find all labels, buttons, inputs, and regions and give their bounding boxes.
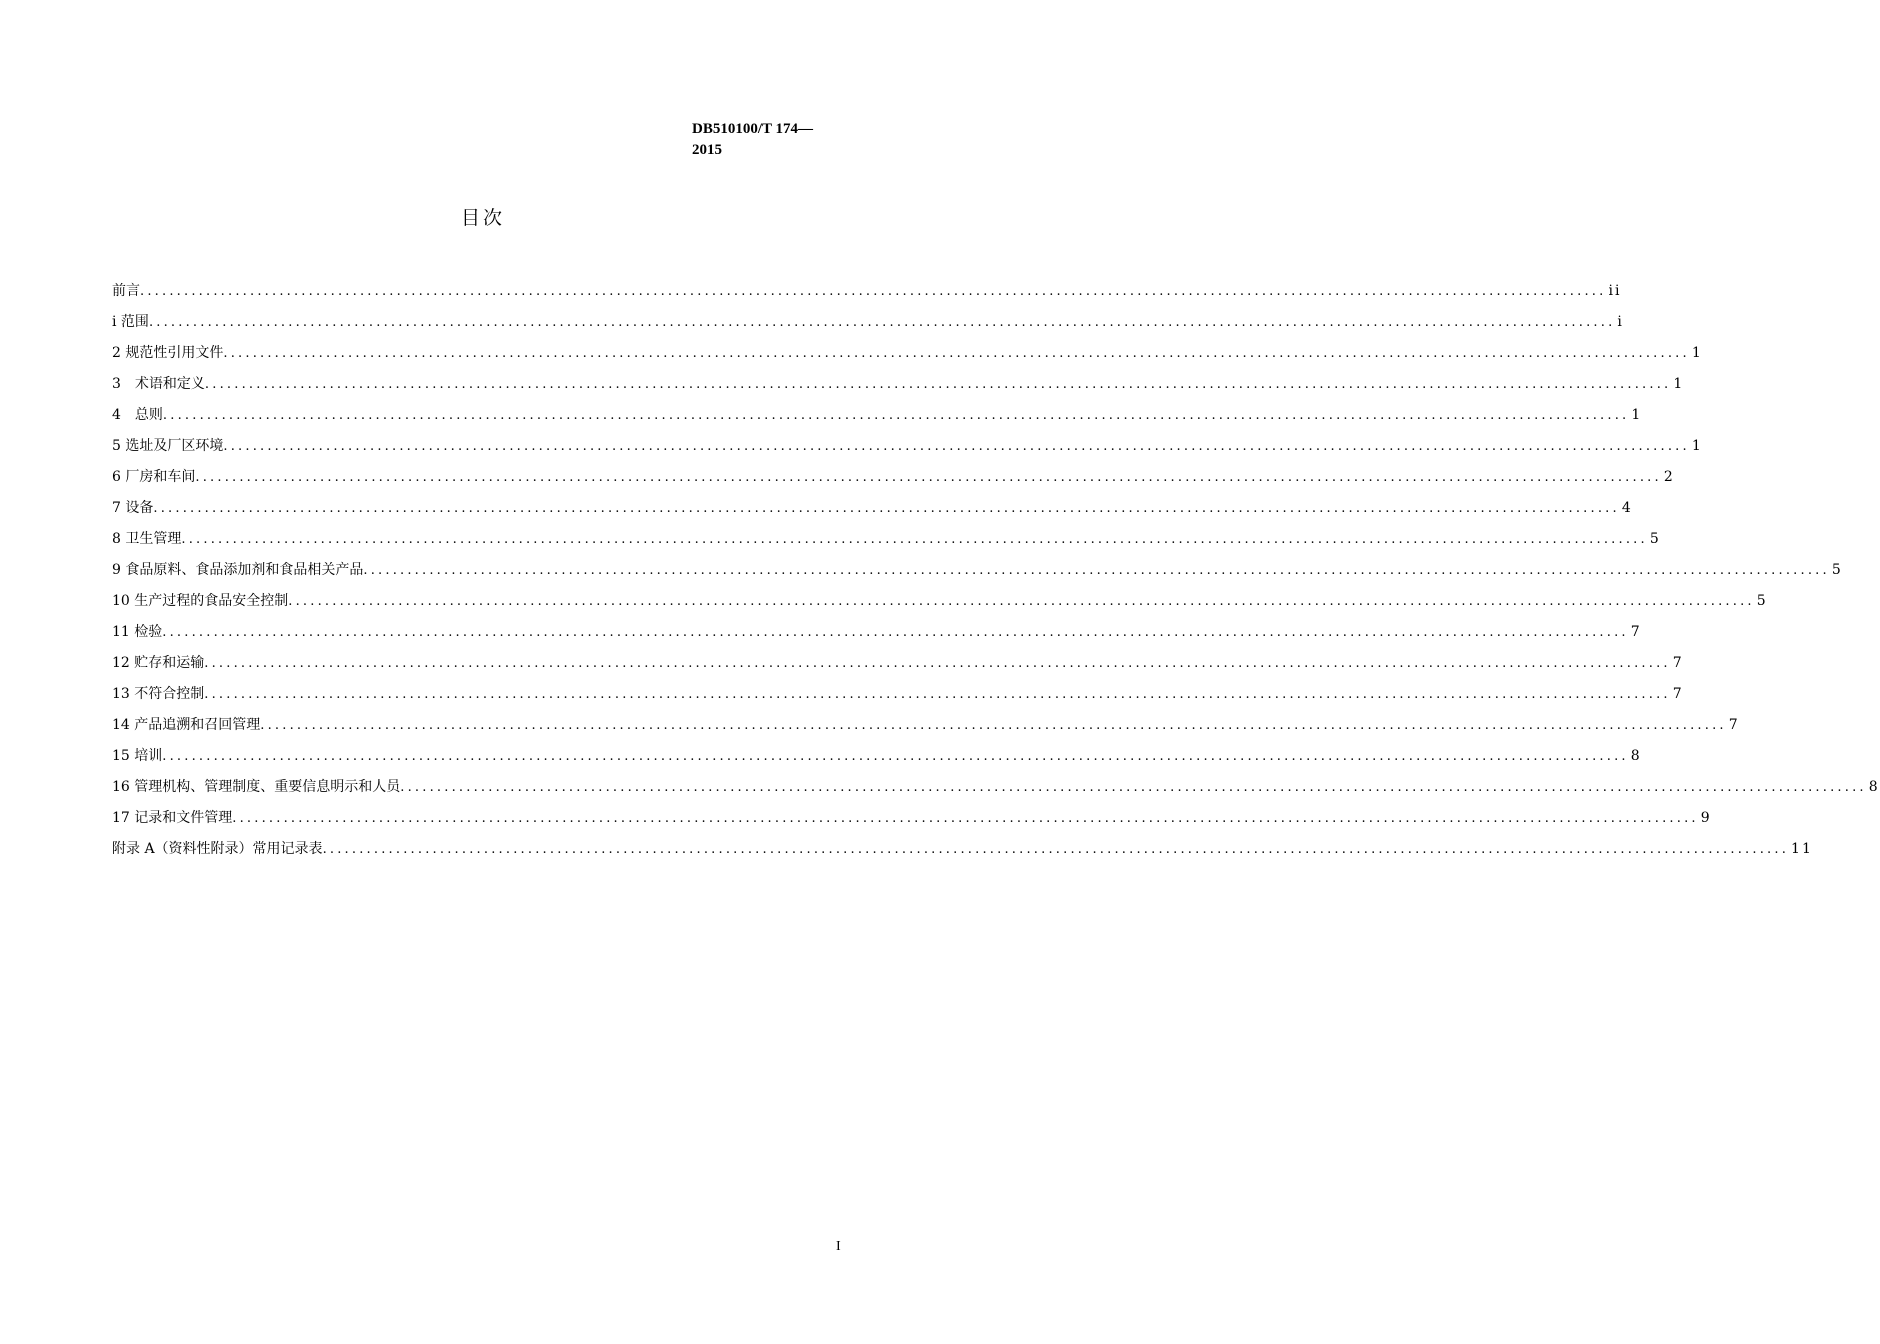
toc-entry[interactable] [112,744,1642,775]
toc-dot-leader: ........................................................................................................................................................................................................ [223,439,1690,454]
table-of-contents [112,279,1880,868]
toc-entry[interactable] [112,434,1703,465]
toc-entry-page: 1 [1691,345,1703,361]
toc-dot-leader: ........................................................................................................................................................................................................ [322,842,1790,857]
toc-entry[interactable] [112,651,1684,682]
toc-entry-page: 2 [1663,469,1675,485]
toc-entry-page: 5 [1649,531,1661,547]
toc-dot-leader: ........................................................................................................................................................................................................ [260,718,1727,733]
toc-entry[interactable] [112,341,1703,372]
page-number: I [836,1239,841,1254]
toc-entry-label: 7 设备 [112,500,154,516]
toc-entry-page: 1 [1631,407,1643,423]
toc-dot-leader: ........................................................................................................................................................................................................ [162,408,1630,423]
toc-entry-label: 16 管理机构、管理制度、重要信息明示和人员 [112,779,401,795]
toc-entry[interactable] [112,279,1622,310]
toc-entry-label: 附录 A（资料性附录）常用记录表 [112,841,323,857]
toc-entry-label: 13 不符合控制 [112,686,205,702]
toc-dot-leader: ........................................................................................................................................................................................................ [204,656,1671,671]
toc-entry-page: 8 [1630,748,1642,764]
toc-dot-leader: ........................................................................................................................................................................................................ [162,625,1629,640]
toc-dot-leader: ........................................................................................................................................................................................................ [223,346,1690,361]
toc-entry-page: i [1617,314,1624,330]
toc-entry-page: 5 [1756,593,1768,609]
toc-entry-label: 10 生产过程的食品安全控制 [112,593,289,609]
toc-dot-leader: ........................................................................................................................................................................................................ [153,501,1620,516]
toc-dot-leader: ........................................................................................................................................................................................................ [162,749,1629,764]
toc-entry-label: 11 检验 [112,624,163,640]
toc-entry[interactable] [112,837,1813,868]
toc-entry-label: 9 食品原料、食品添加剂和食品相关产品 [112,562,364,578]
toc-entry-page: 4 [1621,500,1633,516]
toc-entry-label: 2 规范性引用文件 [112,345,224,361]
toc-entry-page: 11 [1791,841,1813,857]
toc-dot-leader: ........................................................................................................................................................................................................ [232,811,1699,826]
toc-dot-leader: ........................................................................................................................................................................................................ [288,594,1755,609]
toc-entry[interactable] [112,465,1675,496]
toc-entry-label: 12 贮存和运输 [112,655,205,671]
toc-entry-page: 1 [1691,438,1703,454]
toc-entry-label: 6 厂房和车间 [112,469,196,485]
toc-entry-page: 7 [1672,655,1684,671]
toc-dot-leader: ........................................................................................................................................................................................................ [140,284,1607,299]
toc-entry[interactable] [112,620,1642,651]
toc-entry[interactable] [112,589,1768,620]
toc-entry[interactable] [112,527,1661,558]
toc-entry-page: 7 [1672,686,1684,702]
toc-entry[interactable] [112,496,1633,527]
toc-entry-page: 9 [1700,810,1712,826]
toc-entry-label: 5 选址及厂区环境 [112,438,224,454]
toc-entry-label: 4 总则 [112,407,163,423]
toc-entry-page: 7 [1630,624,1642,640]
toc-entry[interactable] [112,713,1740,744]
toc-entry-label: 17 记录和文件管理 [112,810,233,826]
toc-entry-label: 前言 [112,283,140,299]
toc-dot-leader: ........................................................................................................................................................................................................ [181,532,1648,547]
toc-dot-leader: ........................................................................................................................................................................................................ [204,377,1672,392]
toc-entry-page: 1 [1673,376,1685,392]
toc-entry-page: 8 [1868,779,1880,795]
toc-entry-label: i 范围 [112,314,149,330]
toc-entry[interactable] [112,775,1880,806]
page-title: 目次 [460,207,505,229]
toc-dot-leader: ........................................................................................................................................................................................................ [400,780,1867,795]
toc-entry-page: 7 [1728,717,1740,733]
toc-dot-leader: ........................................................................................................................................................................................................ [195,470,1662,485]
toc-entry[interactable] [112,372,1685,403]
toc-entry-label: 15 培训 [112,748,163,764]
toc-entry[interactable] [112,310,1624,341]
toc-entry-label: 14 产品追溯和召回管理 [112,717,261,733]
toc-entry-label: 3 术语和定义 [112,376,205,392]
toc-dot-leader: ........................................................................................................................................................................................................ [363,563,1830,578]
toc-entry-page: 5 [1831,562,1843,578]
document-code: DB510100/T 174— 2015 [692,121,813,158]
toc-entry-label: 8 卫生管理 [112,531,182,547]
toc-entry[interactable] [112,682,1684,713]
toc-entry-page: ii [1608,283,1622,299]
toc-dot-leader: ........................................................................................................................................................................................................ [148,315,1616,330]
toc-entry[interactable] [112,403,1643,434]
toc-entry[interactable] [112,558,1843,589]
toc-entry[interactable] [112,806,1712,837]
toc-dot-leader: ........................................................................................................................................................................................................ [204,687,1671,702]
